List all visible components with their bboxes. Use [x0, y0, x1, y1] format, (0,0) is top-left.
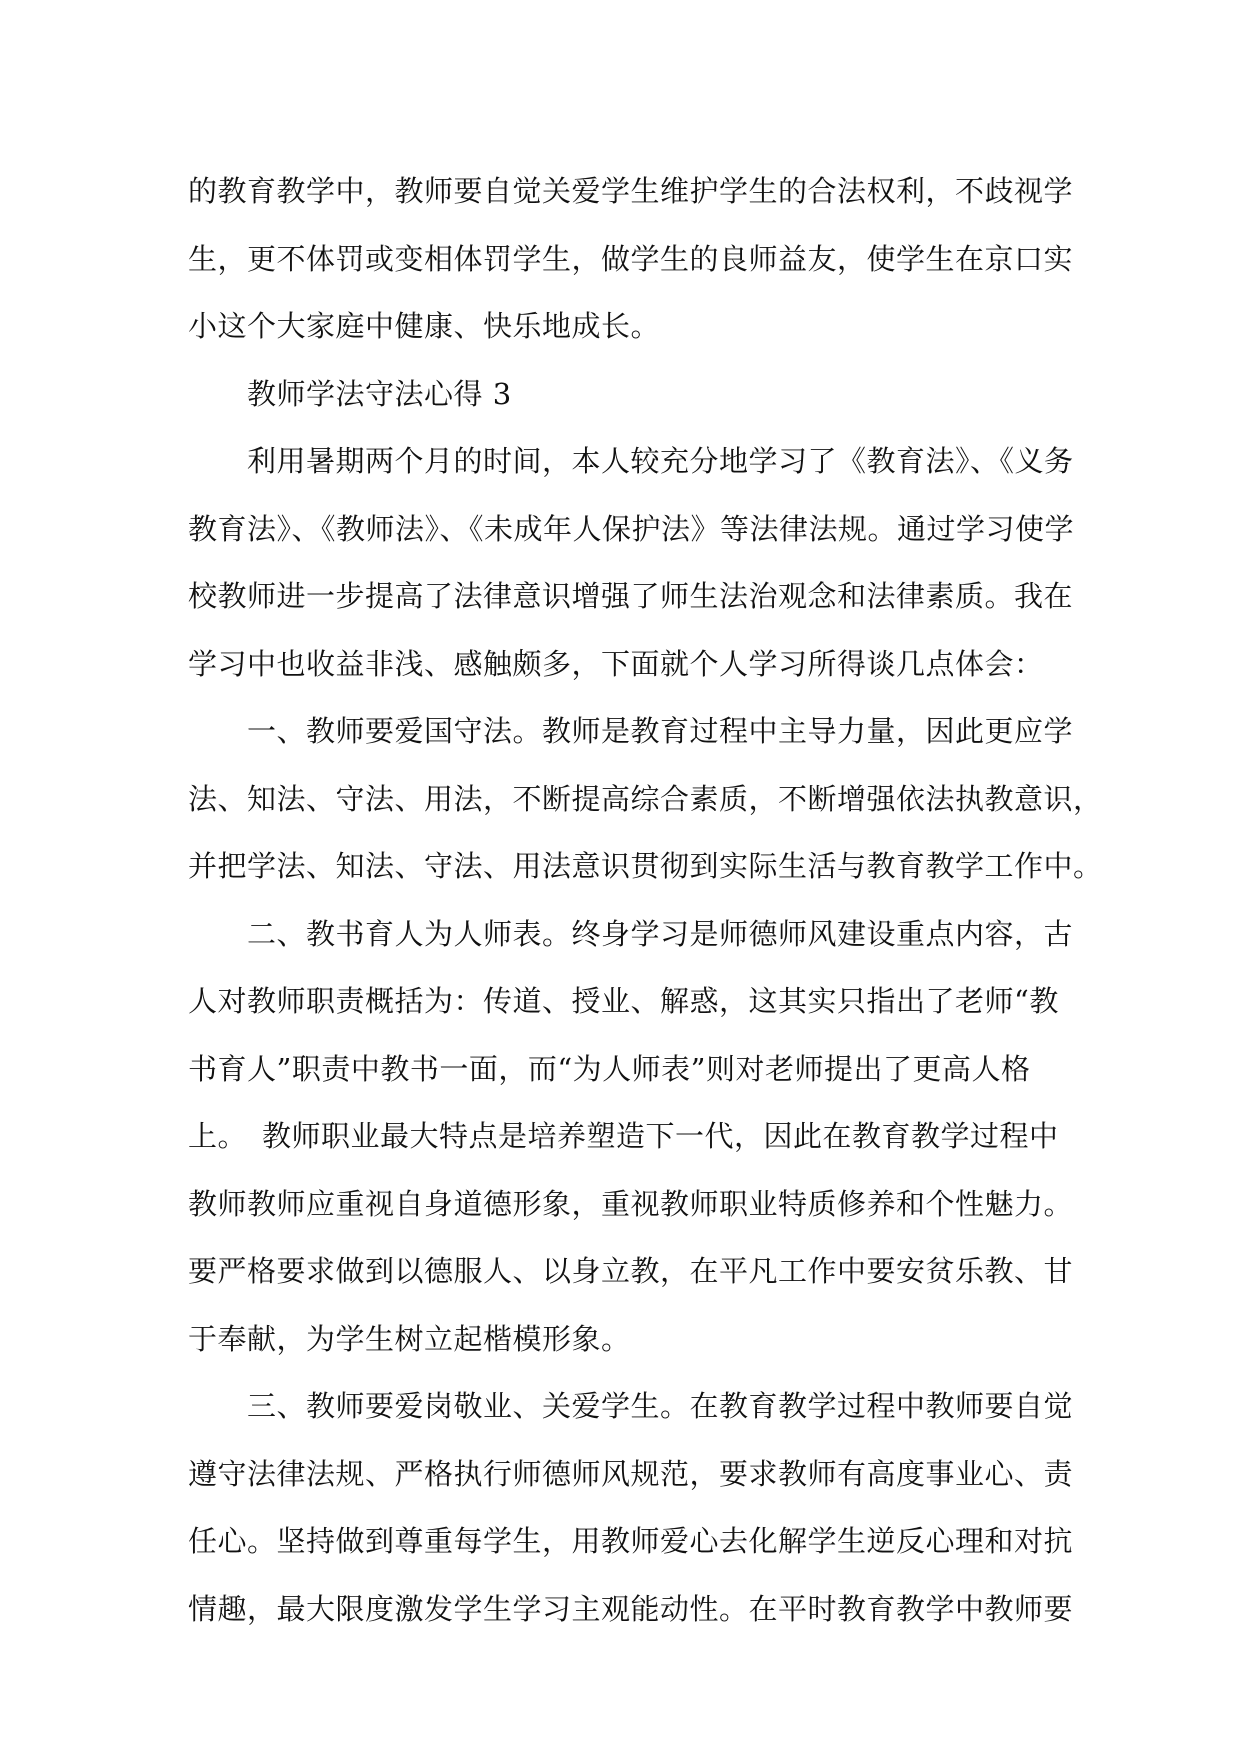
text-line: 一、教师要爱国守法。教师是教育过程中主导力量，因此更应学 — [188, 714, 1074, 748]
text-line: 利用暑期两个月的时间，本人较充分地学习了《教育法》、《义务 — [188, 444, 1074, 478]
text-line: 上。 教师职业最大特点是培养塑造下一代，因此在教育教学过程中 — [188, 1119, 1059, 1153]
text-line: 学习中也收益非浅、感触颇多，下面就个人学习所得谈几点体会： — [188, 646, 1044, 681]
text-line: 法、知法、守法、用法，不断提高综合素质，不断增强依法执教意识， — [188, 781, 1103, 816]
text-line: 书育人”职责中教书一面，而“为人师表”则对老师提出了更高人格 — [188, 1051, 1031, 1086]
text-line: 小这个大家庭中健康、快乐地成长。 — [188, 309, 661, 343]
text-line: 要严格要求做到以德服人、以身立教，在平凡工作中要安贫乐教、甘 — [188, 1254, 1074, 1288]
text-line: 生，更不体罚或变相体罚学生，做学生的良师益友，使学生在京口实 — [188, 241, 1074, 276]
text-line: 的教育教学中，教师要自觉关爱学生维护学生的合法权利，不歧视学 — [188, 174, 1074, 208]
text-line: 遵守法律法规、严格执行师德师风规范，要求教师有高度事业心、责 — [188, 1456, 1074, 1491]
text-line: 情趣，最大限度激发学生学习主观能动性。在平时教育教学中教师要 — [188, 1591, 1074, 1626]
text-line: 二、教书育人为人师表。终身学习是师德师风建设重点内容，古 — [188, 916, 1074, 951]
text-line: 校教师进一步提高了法律意识增强了师生法治观念和法律素质。我在 — [188, 579, 1074, 613]
text-line: 教育法》、《教师法》、《未成年人保护法》等法律法规。通过学习使学 — [188, 511, 1075, 546]
section-heading: 教师学法守法心得 3 — [188, 376, 512, 411]
text-line: 人对教师职责概括为：传道、授业、解惑，这其实只指出了老师“教 — [188, 984, 1059, 1018]
text-line: 并把学法、知法、守法、用法意识贯彻到实际生活与教育教学工作中。 — [188, 849, 1103, 883]
text-line: 于奉献，为学生树立起楷模形象。 — [188, 1321, 631, 1356]
text-line: 任心。坚持做到尊重每学生，用教师爱心去化解学生逆反心理和对抗 — [188, 1524, 1074, 1558]
document-body — [188, 158, 1103, 1643]
text-line: 教师教师应重视自身道德形象，重视教师职业特质修养和个性魅力。 — [188, 1186, 1074, 1221]
text-line: 三、教师要爱岗敬业、关爱学生。在教育教学过程中教师要自觉 — [188, 1389, 1074, 1423]
